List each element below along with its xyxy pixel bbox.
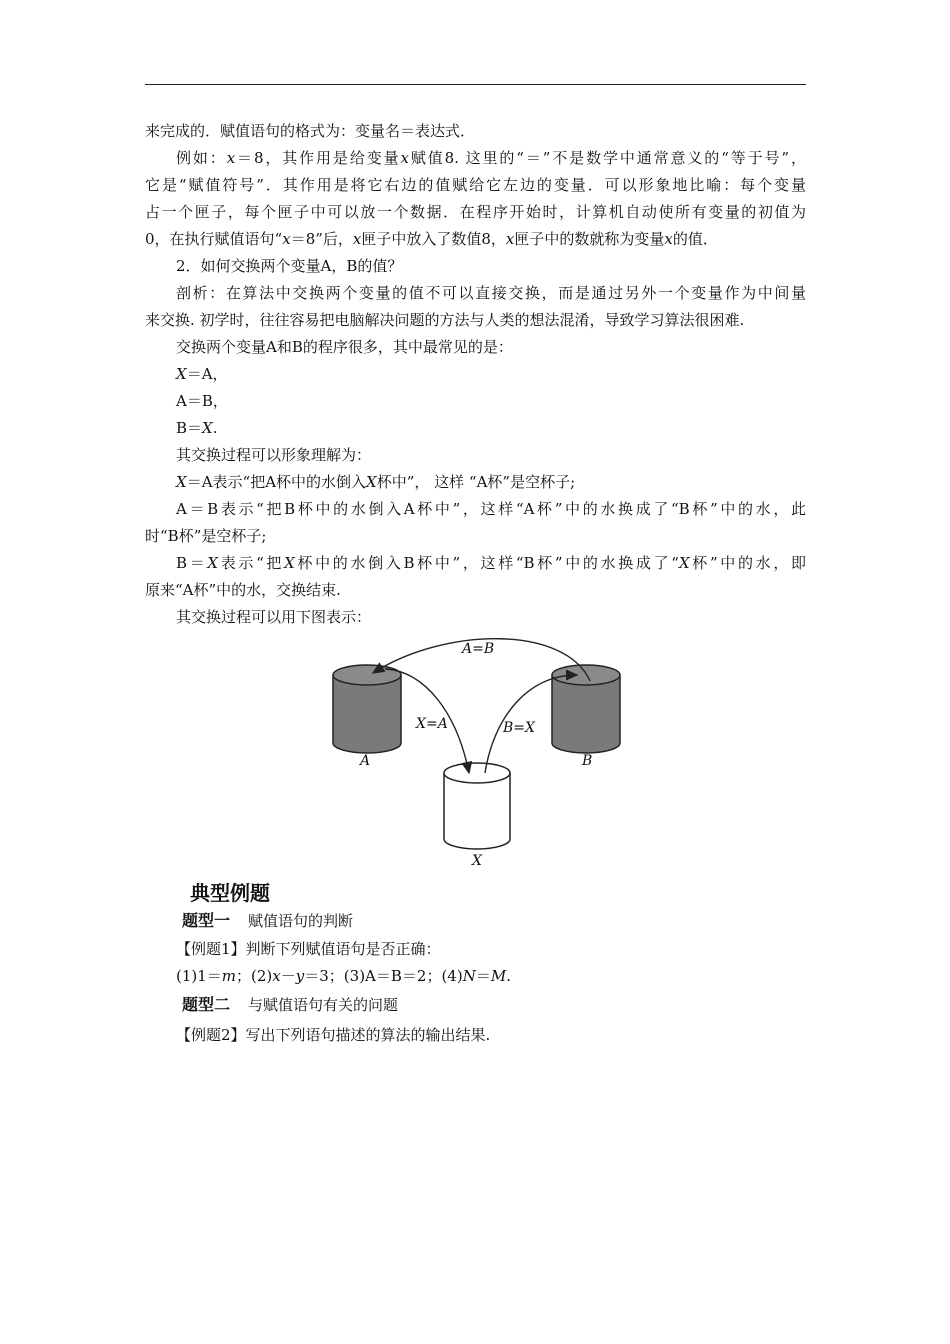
label-cup-a: A [360, 753, 371, 769]
code-line: A＝B， [176, 392, 228, 410]
cup-a [333, 665, 401, 753]
type-two-label: 题型二 [182, 995, 231, 1014]
paragraph-line: 占一个匣子，每个匣子中可以放一个数据．在程序开始时，计算机自动使所有变量的初值为 [145, 203, 806, 221]
code-line: B＝X. [176, 419, 218, 437]
cup-x [444, 763, 510, 849]
paragraph-line: 来交换. 初学时，往往容易把电脑解决问题的方法与人类的想法混淆，导致学习算法很困难. [145, 311, 745, 329]
example-two: 【例题2】写出下列语句描述的算法的输出结果. [176, 1026, 491, 1044]
code-line: X＝A， [176, 365, 228, 383]
paragraph-line: 例如：x＝8，其作用是给变量x赋值8. 这里的“＝”不是数学中通常意义的“等于号”， [176, 149, 806, 167]
label-cup-b: B [582, 753, 593, 769]
section-heading: 典型例题 [190, 881, 270, 905]
question-heading: 2．如何交换两个变量A，B的值？ [176, 257, 403, 275]
paragraph-line: 时“B杯”是空杯子; [145, 527, 267, 545]
label-a-eq-b: A=B [462, 641, 495, 657]
paragraph-line: 来完成的．赋值语句的格式为：变量名＝表达式． [145, 122, 476, 140]
paragraph-line: 0，在执行赋值语句“x＝8”后，x匣子中放入了数值8，x匣子中的数就称为变量x的值． [145, 230, 718, 248]
example-one: 【例题1】判断下列赋值语句是否正确： [176, 940, 441, 958]
paragraph-line: 原来“A杯”中的水，交换结束. [145, 581, 341, 599]
type-two-line [182, 995, 398, 1015]
paragraph-line: 它是“赋值符号”．其作用是将它右边的值赋给它左边的变量．可以形象地比喻：每个变量 [145, 176, 806, 194]
cup-b [552, 665, 620, 753]
paragraph-line: B＝X表示“把X杯中的水倒入B杯中”，这样“B杯”中的水换成了“X杯”中的水，即 [176, 554, 806, 572]
paragraph-line: 其交换过程可以用下图表示： [176, 608, 372, 626]
type-one-label: 题型一 [182, 911, 231, 930]
paragraph-line: 交换两个变量A和B的程序很多，其中最常见的是： [176, 338, 513, 356]
label-cup-x: X [472, 853, 482, 869]
example-one-items: (1)1＝m；(2)x－y＝3；(3)A＝B＝2；(4)N＝M. [176, 967, 511, 985]
label-b-eq-x: B=X [503, 720, 535, 736]
paragraph-line: A＝B表示“把B杯中的水倒入A杯中”，这样“A杯”中的水换成了“B杯”中的水，此 [176, 500, 806, 518]
paragraph-line: 其交换过程可以形象理解为： [176, 446, 372, 464]
header-rule [145, 84, 806, 85]
type-one-line [182, 911, 353, 931]
paragraph-line: 剖析：在算法中交换两个变量的值不可以直接交换，而是通过另外一个变量作为中间量 [176, 284, 806, 302]
type-one-text: 赋值语句的判断 [248, 912, 354, 930]
paragraph-line: X＝A表示“把A杯中的水倒入X杯中”， 这样 “A杯”是空杯子; [176, 473, 576, 491]
type-two-text: 与赋值语句有关的问题 [248, 996, 399, 1014]
label-x-eq-a: X=A [416, 716, 448, 732]
cup-exchange-diagram [325, 633, 625, 879]
